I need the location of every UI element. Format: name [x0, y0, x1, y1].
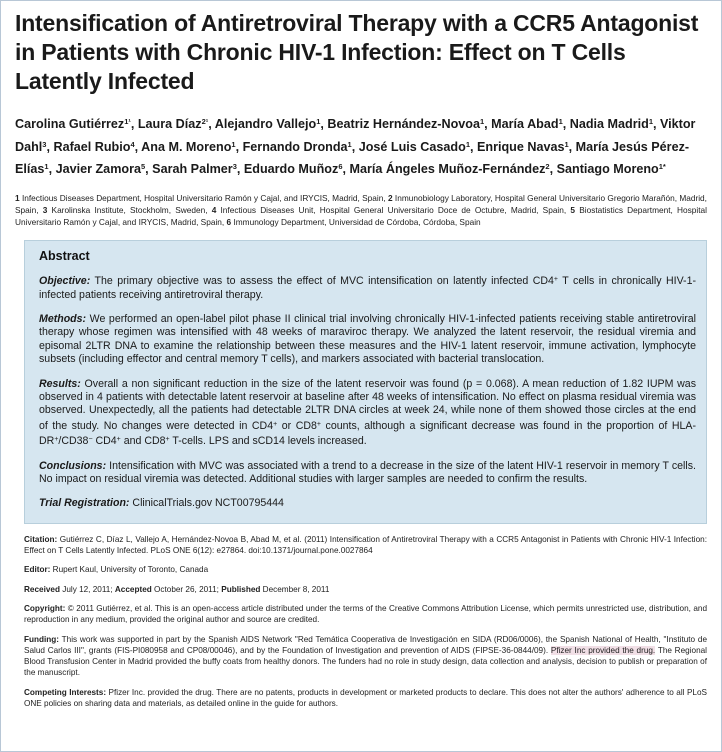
affiliation-number: 4	[211, 204, 217, 215]
citation-label: Citation:	[24, 534, 58, 544]
competing-label: Competing Interests:	[24, 687, 107, 697]
methods-label: Methods:	[39, 312, 87, 325]
affiliation-text: Infectious Diseases Unit, Hospital General Universitario Doce de Octubre, Madrid, Spain,	[220, 204, 567, 215]
author-item	[570, 117, 653, 131]
results-label: Results:	[39, 377, 81, 390]
author-affiliation-marker: 5	[141, 162, 146, 171]
abstract-box	[24, 240, 707, 524]
author-item	[491, 117, 563, 131]
author-item	[56, 162, 146, 176]
funding-highlight: Pfizer Inc provided the drug.	[550, 645, 656, 655]
author-affiliation-marker: 1*	[658, 162, 666, 171]
results-text: T-cells. LPS and sCD14 levels increased.	[169, 435, 367, 448]
author-item	[477, 140, 569, 154]
author-affiliation-marker: 1	[558, 117, 563, 126]
author-name[interactable]: Rafael Rubio	[53, 139, 131, 154]
author-affiliation-marker: 1	[479, 117, 485, 126]
author-affiliation-marker: 1¹	[124, 117, 131, 126]
accepted-text: October 26, 2011;	[151, 584, 222, 594]
superscript: +	[553, 276, 559, 284]
author-name[interactable]: Alejandro Vallejo	[214, 117, 317, 131]
affiliation-text: Infectious Diseases Department, Hospital Universitario Ramón y Cajal, and IRYCIS, Madrid, Spain,	[21, 192, 386, 203]
author-name[interactable]: Eduardo Muñoz	[243, 162, 339, 176]
superscript: +	[165, 436, 170, 444]
superscript: +	[54, 436, 59, 444]
author-name[interactable]: Carolina Gutiérrez	[15, 117, 125, 131]
superscript: +	[316, 420, 321, 428]
author-list: Carolina Gutiérrez$^{1^1}$, Laura Díaz$^{2^1}$, Alejandro Vallejo$^1$, Beatriz Hernández-Novoa$^1$, María Abad$^1$, Nadia Madrid$^1$, Viktor Dahl$^3$, Rafael Rubio$^4$, Ana M. Moreno$^1$, Fernando Dronda$^1$, José Luis Casado$^1$, Enrique Navas$^1$, María Jesús Pérez-Elías$^1$, Javier Zamora$^5$, Sarah Palmer$^3$, Eduardo Muñoz$^6$, María Ángeles Muñoz-Fernández$^2$, Santiago Moreno$^{1*}$	[15, 117, 696, 176]
funding-text: The Regional Blood Transfusion Center in Madrid provided the buffy coats from healthy donors. The funders had no role in study design, data collection and analysis, decision to publish or preparation of the manuscript.	[24, 645, 708, 678]
editor-text: Rupert Kaul, University of Toronto, Canada	[50, 565, 209, 575]
abstract-conclusions	[39, 460, 696, 487]
superscript: −	[88, 436, 93, 444]
author-affiliation-marker: 2	[545, 162, 550, 171]
author-name[interactable]: Enrique Navas	[476, 139, 565, 154]
competing-interests	[24, 687, 707, 710]
conclusions-text: Intensification with MVC was associated with a trend to a decrease in the size of the latent HIV-1 reservoir in memory T cells. No impact on residual viremia was detected. Additional studies with larger samples are needed to confirm the results.	[39, 459, 696, 485]
author-affiliation-marker: 3	[232, 162, 237, 171]
results-text: counts, although a significant decrease was found in the proportion of HLA-DR	[39, 419, 696, 448]
author-item	[141, 140, 235, 154]
author-name[interactable]: Javier Zamora	[55, 162, 141, 176]
author-affiliation-marker: 6	[338, 162, 343, 171]
author-name[interactable]: Sarah Palmer	[152, 162, 233, 176]
author-name[interactable]: María Jesús Pérez-Elías	[15, 139, 690, 176]
author-name[interactable]: Laura Díaz	[137, 117, 202, 131]
author-name[interactable]: Beatriz Hernández-Novoa	[327, 117, 480, 131]
author-item	[349, 162, 549, 176]
results-text: /CD38	[58, 435, 89, 448]
objective-label: Objective:	[39, 275, 91, 288]
author-affiliation-marker: 1	[44, 162, 49, 171]
competing-text: Pfizer Inc. provided the drug. There are no patents, products in development or marketed products to declare. This does not alter the authors' adherence to all PLoS ONE policies on sharing data and materials, as detailed online in the guide for authors.	[24, 687, 707, 709]
author-affiliation-marker: 1	[564, 139, 569, 149]
results-text: and CD8	[120, 435, 166, 448]
author-item	[243, 140, 352, 154]
author-name[interactable]: Ana M. Moreno	[141, 139, 232, 154]
affiliation-number: 2	[387, 192, 393, 203]
abstract-methods	[39, 313, 696, 367]
author-item	[53, 140, 134, 154]
trial-label: Trial Registration:	[39, 497, 130, 510]
affiliation-text: Biostatistics Department, Hospital Universitario Ramón y Cajal, and IRYCIS, Madrid, Spain,	[15, 204, 707, 227]
author-name[interactable]: María Abad	[491, 117, 559, 131]
author-item	[359, 140, 470, 154]
citation	[24, 534, 707, 557]
superscript: +	[116, 436, 121, 444]
copyright-text: © 2011 Gutiérrez, et al. This is an open-access article distributed under the terms of the Creative Commons Attribution License, which permits unrestricted use, distribution, and reproduction in any medium, provided the original author and source are credited.	[24, 603, 707, 625]
author-affiliation-marker: 2¹	[201, 117, 209, 126]
author-name[interactable]: María Ángeles Muñoz-Fernández	[349, 162, 546, 176]
affiliation-number: 3	[42, 204, 48, 215]
author-affiliation-marker: 1	[347, 139, 352, 149]
author-affiliation-marker: 1	[465, 139, 470, 149]
author-name[interactable]: José Luis Casado	[358, 139, 466, 154]
author-affiliation-marker: 1	[231, 139, 236, 149]
results-text: CD4	[92, 435, 117, 448]
abstract-objective	[39, 273, 696, 302]
author-affiliation-marker: 1	[648, 117, 653, 126]
abstract-results	[39, 378, 696, 449]
author-affiliation-marker: 3	[42, 139, 47, 149]
article-metadata	[24, 534, 707, 710]
affiliation-number: 5	[570, 204, 576, 215]
superscript: +	[273, 420, 278, 428]
affiliation-text: Immunology Department, Universidad de Córdoba, Córdoba, Spain	[233, 216, 481, 227]
conclusions-label: Conclusions:	[39, 459, 107, 472]
affiliations	[15, 192, 707, 229]
author-item	[152, 162, 237, 176]
received-label: Received	[24, 584, 60, 594]
published-text: December 8, 2011	[260, 584, 330, 594]
affiliation-number: 6	[226, 216, 232, 227]
author-item	[557, 162, 666, 176]
editor-label: Editor:	[24, 565, 51, 575]
methods-text: We performed an open-label pilot phase II clinical trial involving chronically HIV-1-infected patients receiving stable antiretroviral therapy whose regimen was intensified with 48 weeks of maraviroc therapy. We analyzed the latent reservoir, the residual viremia and episomal 2LTR DNA to examine the relationship between these measures and the HIV-1 latent reservoir, immune activation, lymphocyte subsets (including effector and central memory T cells), and markers associated with bacterial translocation.	[39, 312, 696, 366]
affiliation-number: 1	[15, 192, 20, 203]
abstract-trial-registration	[39, 497, 696, 510]
author-item	[138, 117, 208, 131]
objective-text: T cells in chronically HIV-1-infected patients receiving antiretroviral therapy.	[39, 275, 697, 301]
trial-text[interactable]: ClinicalTrials.gov NCT00795444	[129, 497, 284, 510]
editor	[24, 564, 707, 575]
citation-text: Gutiérrez C, Díaz L, Vallejo A, Hernández-Novoa B, Abad M, et al. (2011) Intensification of Antiretroviral Therapy with a CCR5 Antagonist in Patients with Chronic HIV-1 Infection: Effect on T Cells Latently Infected. PLoS ONE 6(12): e27864. doi:10.1371/journal.pone.0027864	[24, 534, 707, 556]
funding-text: This work was supported in part by the Spanish AIDS Network "Red Temática Cooperativa de Investigación en SIDA (RD06/0006), the Spanish National of Health, "Instituto de Salud Carlos III", grants (FIS-PI080958 and CP08/00046), and by the Foundation of Investigation and prevention of AIDS (FIPSE-36-0844/09).	[24, 634, 707, 655]
author-name[interactable]: Viktor Dahl	[15, 117, 696, 154]
objective-text: The primary objective was to assess the effect of MVC intensification on latently infected CD4	[90, 275, 554, 288]
author-item	[327, 117, 484, 131]
author-affiliation-marker: 1	[316, 117, 321, 126]
affiliation-text: Karolinska Institute, Stockholm, Sweden,	[51, 204, 208, 215]
results-text: or CD8	[277, 419, 317, 432]
author-name[interactable]: Santiago Moreno	[556, 162, 659, 176]
affiliation-text: Inmunobiology Laboratory, Hospital General Universitario Gregorio Marañón, Madrid, Spain,	[15, 192, 707, 215]
abstract-heading: Abstract	[39, 249, 90, 264]
received-text: July 12, 2011;	[59, 584, 115, 594]
article-title: Intensification of Antiretroviral Therapy with a CCR5 Antagonist in Patients with Chronic HIV-1 Infection: Effect on T Cells Latently Infected	[15, 10, 699, 94]
results-text: Overall a non significant reduction in the size of the latent reservoir was found (p = 0.068). A mean reduction of 1.82 IUPM was observed in 4 patients with detectable latent reservoir at baseline after 48 weeks of intensification. No effect on plasma residual viremia was observed. Unexpectedly, all the patients had detectable 2LTR DNA circles at week 24, while none of them showed those circles at the end of the study. No changes were detected in CD4	[39, 377, 696, 432]
author-name[interactable]: Nadia Madrid	[569, 117, 649, 131]
copyright-label: Copyright:	[24, 603, 66, 613]
copyright	[24, 603, 707, 626]
author-item	[244, 162, 343, 176]
author-item	[215, 117, 321, 131]
author-affiliation-marker: 4	[130, 139, 135, 149]
funding-label: Funding:	[24, 634, 60, 644]
published-label: Published	[221, 584, 261, 594]
funding	[24, 634, 707, 679]
dates	[24, 584, 707, 595]
author-item	[15, 117, 131, 131]
accepted-label: Accepted	[114, 584, 152, 594]
author-name[interactable]: Fernando Dronda	[242, 139, 348, 154]
